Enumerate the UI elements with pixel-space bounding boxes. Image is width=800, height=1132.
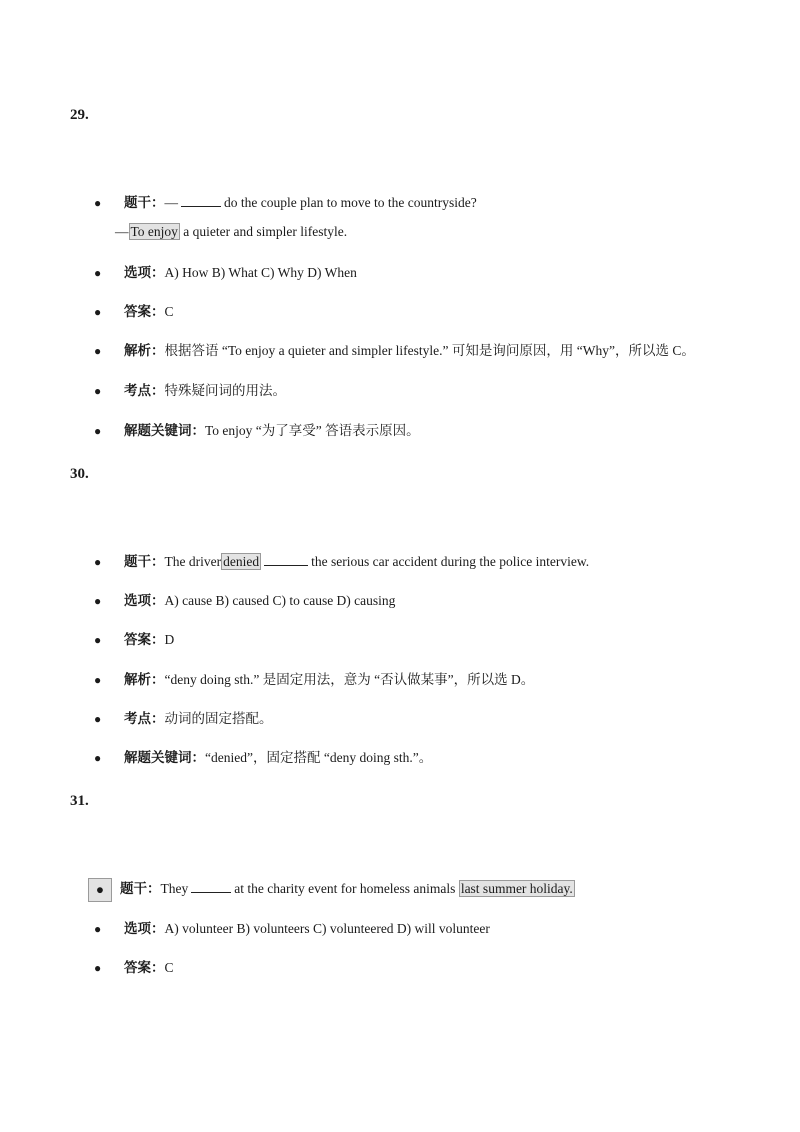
- question-stem: ● 题干：They at the charity event for homeless animals last summer holiday.: [94, 878, 575, 902]
- question-point: ● 考点：动词的固定搭配。: [94, 711, 273, 726]
- answer-blank: [264, 552, 308, 566]
- bullet-icon: ●: [94, 266, 102, 280]
- question-options: ● 选项：A) cause B) caused C) to cause D) causing: [94, 593, 396, 608]
- bullet-icon: ●: [94, 673, 102, 687]
- bullet-icon: ●: [94, 305, 102, 319]
- bullet-icon: ●: [94, 424, 102, 438]
- bullet-icon: ●: [94, 344, 102, 358]
- question-analysis: ● 解析：“deny doing sth.” 是固定用法，意为 “否认做某事”，所以选 D。: [94, 672, 535, 687]
- answer-blank: [191, 879, 231, 893]
- question-reply: — To enjoy a quieter and simpler lifestyle.: [115, 224, 348, 239]
- bullet-icon: ●: [94, 922, 102, 936]
- answer-blank: [181, 193, 221, 207]
- question-keyword: ● 解题关键词：“denied”，固定搭配 “deny doing sth.”。: [94, 750, 433, 765]
- bullet-icon: ●: [94, 751, 102, 765]
- question-stem: ● 题干：— do the couple plan to move to the countryside?: [94, 195, 477, 210]
- question-number: 30.: [70, 466, 89, 482]
- question-answer: ● 答案：D: [94, 632, 175, 647]
- highlight: denied: [223, 554, 260, 569]
- question-options: ● 选项：A) How B) What C) Why D) When: [94, 265, 357, 280]
- bullet-icon: ●: [94, 555, 102, 569]
- question-keyword: ● 解题关键词：To enjoy “为了享受” 答语表示原因。: [94, 423, 420, 438]
- question-answer: ● 答案：C: [94, 304, 174, 319]
- question-stem: ● 题干：The driver denied the serious car accident during the police interview.: [94, 554, 590, 569]
- bullet-icon: ●: [94, 633, 102, 647]
- bullet-icon: ●: [94, 384, 102, 398]
- bullet-icon: ●: [88, 878, 112, 902]
- highlight: To enjoy: [130, 224, 178, 239]
- highlight: last summer holiday.: [460, 881, 573, 897]
- bullet-icon: ●: [94, 196, 102, 210]
- question-number: 29.: [70, 107, 89, 123]
- bullet-icon: ●: [94, 961, 102, 975]
- question-number: 31.: [70, 793, 89, 809]
- bullet-icon: ●: [94, 712, 102, 726]
- question-analysis: ● 解析：根据答语 “To enjoy a quieter and simpler lifestyle.” 可知是询问原因，用 “Why”，所以选 C。: [94, 343, 695, 358]
- question-options: ● 选项：A) volunteer B) volunteers C) volunteered D) will volunteer: [94, 921, 490, 936]
- question-answer: ● 答案：C: [94, 960, 174, 975]
- question-point: ● 考点：特殊疑问词的用法。: [94, 383, 286, 398]
- bullet-icon: ●: [94, 594, 102, 608]
